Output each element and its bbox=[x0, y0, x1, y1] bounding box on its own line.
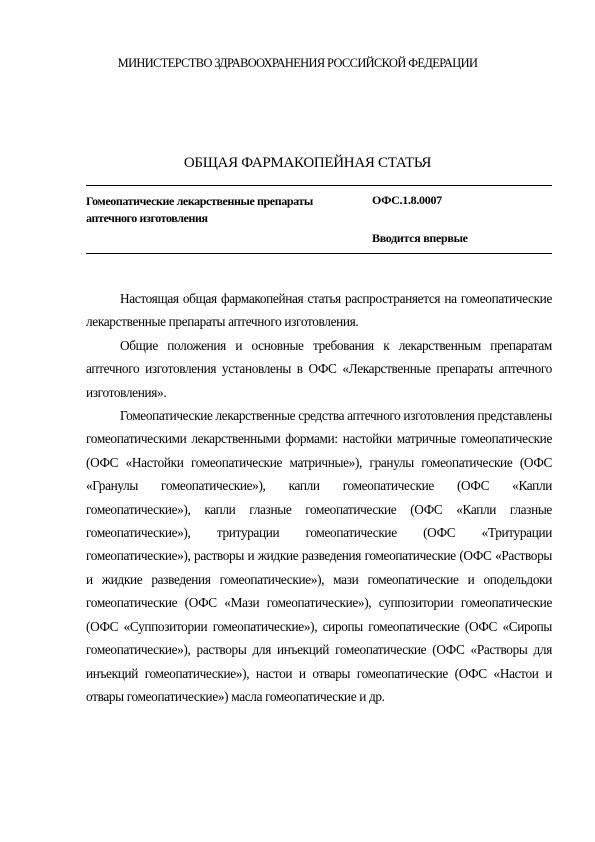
article-status: Вводится впервые bbox=[372, 231, 468, 245]
paragraph-dosage-forms: Гомеопатические лекарственные средства аптечного изготовления представлены гомеопатическими лекарственными формами: настойки матричные гомеопатические (ОФС «Настойки гомеопатические матричные»), гранулы гомеопатические (ОФС «Гранулы гомеопатические»), капли гомеопатические (ОФС «Капли гомеопатические»), капли глазные гомеопатические (ОФС «Капли глазные гомеопатические»), тритурации гомеопатические (ОФС «Тритурации гомеопатические»), растворы и жидкие разведения гомеопатические (ОФС «Растворы и жидкие разведения гомеопатические»), мази гомеопатические и оподельдоки гомеопатические (ОФС «Мази гомеопатические»), суппозитории гомеопатические (ОФС «Суппозитории гомеопатические»), сиропы гомеопатические (ОФС «Сиропы гомеопатические»), растворы для инъекций гомеопатические (ОФС «Растворы для инъекций гомеопатические»), настои и отвары гомеопатические (ОФС «Настои и отвары гомеопатические») масла гомеопатические и др. bbox=[86, 408, 552, 704]
ministry-heading: МИНИСТЕРСТВО ЗДРАВООХРАНЕНИЯ РОССИЙСКОЙ ФЕДЕРАЦИИ bbox=[117, 56, 478, 70]
article-code: ОФС.1.8.0007 bbox=[372, 193, 442, 207]
document-type-heading: ОБЩАЯ ФАРМАКОПЕЙНАЯ СТАТЬЯ bbox=[183, 155, 432, 171]
paragraph-general-provisions: Общие положения и основные требования к лекарственным препаратам аптечного изготовления установлены в ОФС «Лекарственные препараты аптечного изготовления». bbox=[86, 337, 552, 400]
article-body bbox=[86, 287, 552, 708]
header-rule-top bbox=[86, 185, 552, 186]
paragraph-scope: Настоящая общая фармакопейная статья распространяется на гомеопатические лекарственные препараты аптечного изготовления. bbox=[86, 291, 552, 330]
header-rule-bottom bbox=[86, 253, 552, 254]
article-title: Гомеопатические лекарственные препараты аптечного изготовления bbox=[86, 194, 313, 225]
